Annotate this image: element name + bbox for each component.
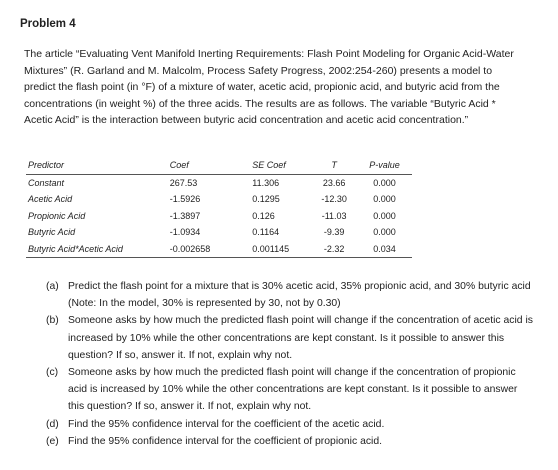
problem-title: Problem 4: [20, 18, 76, 30]
question-part-a: [46, 278, 536, 312]
se-coef-cell: 0.126: [252, 210, 275, 221]
part-text: Someone asks by how much the predicted flash point will change if the concentration of acetic acid is increased by 10% while the other concentrations are kept constant. Is it possible to answer this question? If so, answer it. If not, explain why not.: [68, 315, 533, 361]
coef-cell: -1.3897: [169, 210, 201, 221]
se-coef-cell: 0.1295: [252, 194, 280, 205]
table-row: [26, 208, 412, 225]
header-t: T: [311, 157, 357, 174]
predictor-cell: Butyric Acid*Acetic Acid: [26, 241, 168, 258]
part-label: (c): [46, 367, 59, 379]
coef-cell: 267.53: [169, 177, 198, 188]
part-text: Find the 95% confidence interval for the coefficient of propionic acid.: [68, 435, 383, 447]
part-text: Predict the flash point for a mixture that is 30% acetic acid, 35% propionic acid, and 30% butyric acid (Note: In the model, 30% is represented by 30, not by 0.30): [68, 281, 531, 310]
table-row: [26, 224, 412, 241]
header-p-value: P-value: [357, 157, 412, 174]
question-parts-list: [46, 278, 536, 450]
p-value-cell: 0.000: [373, 227, 396, 238]
coef-cell: -1.5926: [169, 194, 201, 205]
p-value-cell: 0.000: [373, 210, 396, 221]
header-se-coef: SE Coef: [250, 157, 311, 174]
se-coef-cell: 11.306: [252, 177, 280, 188]
part-label: (d): [46, 418, 59, 430]
question-part-d: [46, 416, 536, 433]
part-label: (a): [46, 281, 59, 292]
question-part-b: [46, 312, 536, 364]
coef-cell: -1.0934: [169, 227, 201, 238]
problem-intro-text: The article “Evaluating Vent Manifold Inerting Requirements: Flash Point Modeling for Organic Acid-Water Mixtures” (R. Garland and M. Malcolm, Process Safety Progress, 2002:254-260) presents a model to predict the flash point (in °F) of a mixture of water, acetic acid, propionic acid, and butyric acid from the concentrations (in weight %) of the three acids. The results are as follows. The variable “Butyric Acid * Acetic Acid” is the interaction between butyric acid concentration and acetic acid concentration.”: [24, 48, 514, 127]
p-value-cell: 0.000: [373, 177, 396, 188]
se-coef-cell: 0.001145: [250, 241, 311, 258]
table-header-row: [26, 157, 412, 174]
table-row: [26, 174, 412, 191]
p-value-cell: 0.034: [357, 241, 412, 258]
t-cell: -11.03: [321, 210, 347, 221]
part-text: Someone asks by how much the predicted flash point will change if the concentration of propionic acid is increased by 10% while the other concentrations are kept constant. Is it possible to answer this question? If so, answer it. If not, explain why not.: [68, 367, 518, 413]
predictor-cell: Constant: [28, 177, 65, 188]
part-label: (b): [46, 315, 59, 327]
question-part-c: [46, 364, 536, 416]
coef-cell: -0.002658: [168, 241, 250, 258]
table-row: [26, 241, 412, 258]
t-cell: -12.30: [321, 194, 347, 205]
header-coef: Coef: [168, 157, 250, 174]
part-label: (e): [46, 435, 59, 447]
regression-table: [26, 157, 412, 258]
predictor-cell: Acetic Acid: [28, 194, 73, 205]
predictor-cell: Butyric Acid: [28, 227, 76, 238]
se-coef-cell: 0.1164: [252, 227, 280, 238]
p-value-cell: 0.000: [373, 194, 396, 205]
predictor-cell: Propionic Acid: [28, 210, 86, 221]
t-cell: -2.32: [311, 241, 357, 258]
t-cell: 23.66: [322, 177, 346, 188]
table-row: [26, 191, 412, 208]
part-text: Find the 95% confidence interval for the coefficient of the acetic acid.: [68, 418, 385, 430]
header-predictor: Predictor: [26, 157, 168, 174]
question-part-e: [46, 433, 536, 450]
t-cell: -9.39: [323, 227, 345, 238]
